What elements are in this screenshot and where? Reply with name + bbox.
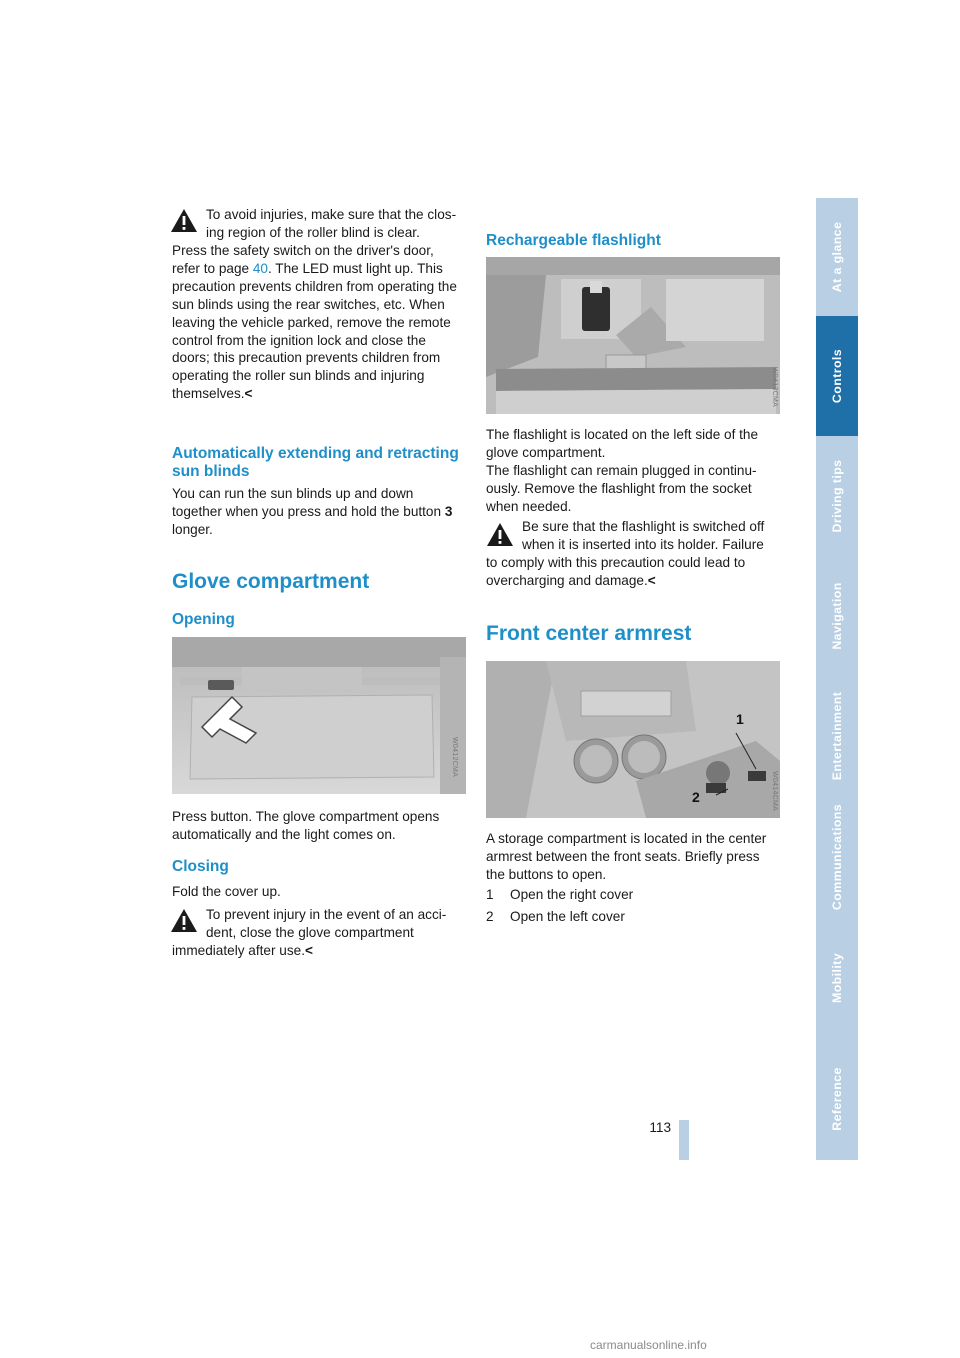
figure-code: W0412CMA [451,737,458,778]
chapter-heading: Front center armrest [486,622,692,645]
glove-compartment-photo [172,637,466,794]
page-number: 113 [649,1120,671,1135]
end-mark: < [244,386,253,402]
tab-entertainment[interactable]: Entertainment [816,676,858,797]
end-mark: < [304,943,313,958]
warning-paragraph: Press the safety switch on the driver's door, refer to page 40. The LED must light up. This precaution prevents children from operating the sun blinds using the rear switches, etc. When leaving the vehicle parked, remove the remote control from the ignition lock and close the doors; this precaution prevents children from operating the roller sun blinds and injuring themselves.< [172,243,457,402]
warning-icon [486,522,514,547]
list-item: 1 Open the right cover [486,887,634,902]
warning-line: To avoid injuries, make sure that the clos- [206,207,457,222]
figure-code: W0413CMA [771,367,778,408]
paragraph: You can run the sun blinds up and down together when you press and hold the button 3 longer. [172,486,453,537]
list-item: 2 Open the left cover [486,908,625,924]
paragraph: Press button. The glove compartment opens automatically and the light comes on. [172,809,440,842]
page-number-bar [679,1120,689,1160]
warning-line: To prevent injury in the event of an acci- [206,907,447,922]
figure-code: W0414CMA [771,771,778,812]
warning-text-lines [522,518,784,554]
warning-icon [170,908,198,933]
armrest-photo [486,661,780,818]
tab-navigation[interactable]: Navigation [816,556,858,677]
tab-reference[interactable]: Reference [816,1038,858,1161]
warning-icon [170,208,198,233]
paragraph: The flashlight is located on the left side of the glove compartment. [486,427,759,460]
warning-text-lines [206,906,468,942]
section-heading: Opening [172,611,235,628]
tab-mobility[interactable]: Mobility [816,918,858,1039]
numbered-list [486,886,778,926]
tab-driving-tips[interactable]: Driving tips [816,436,858,557]
section-heading: Closing [172,858,229,875]
tab-controls[interactable]: Controls [816,316,858,437]
callout-label-2: 2 [692,789,700,805]
section-heading: Automatically extending and retracting sun blinds [172,445,459,480]
footer-watermark[interactable]: carmanualsonline.info [590,1338,707,1352]
warning-line: dent, close the glove compartment [206,924,414,940]
callout-label-1: 1 [736,711,744,727]
warning-paragraph: to comply with this precaution could lead to overcharging and damage.< [486,555,746,588]
warning-line: Be sure that the flashlight is switched off [522,519,765,534]
tab-communications[interactable]: Communications [816,796,858,919]
paragraph: The flashlight can remain plugged in continu- ously. Remove the flashlight from the socket when needed. [486,463,757,514]
paragraph: Fold the cover up. [172,884,281,899]
page-link[interactable]: 40 [252,260,268,276]
warning-line: when it is inserted into its holder. Failure [522,536,764,552]
flashlight-photo [486,257,780,414]
chapter-heading: Glove compartment [172,570,370,593]
tab-at-a-glance[interactable]: At a glance [816,198,858,317]
warning-paragraph: immediately after use.< [172,943,313,958]
warning-line: ing region of the roller blind is clear. [206,224,420,240]
paragraph: A storage compartment is located in the center armrest between the front seats. Briefly press the buttons to open. [486,831,767,882]
end-mark: < [647,572,656,588]
warning-text-lines [206,206,468,242]
section-heading: Rechargeable flashlight [486,232,661,249]
